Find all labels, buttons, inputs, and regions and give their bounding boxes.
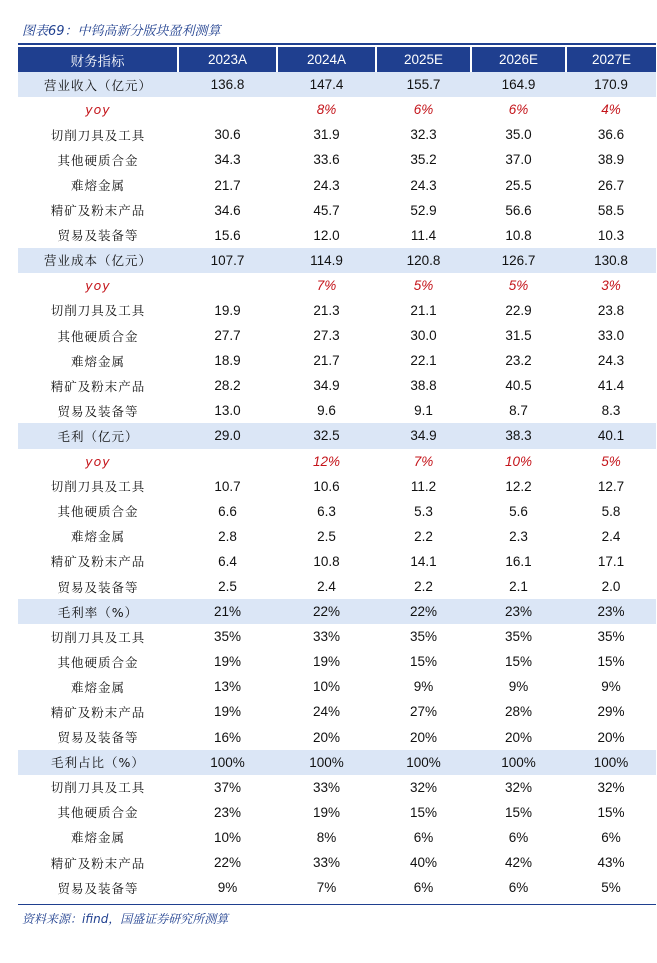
value-cell: 45.7 [313,202,340,218]
value-cell: 10.8 [505,227,532,243]
value-cell: 22% [213,855,242,871]
value-cell: 35.0 [505,127,532,143]
value-cell: 33.0 [597,328,625,344]
table-row [18,775,656,800]
value-cell: 16.1 [505,553,532,569]
value-cell: 20% [409,729,438,745]
value-cell: 5.3 [414,503,433,519]
value-cell: 15% [409,654,438,670]
row-label: 贸易及装备等 [57,880,139,896]
value-cell: 32% [504,779,533,795]
value-cell: 8.7 [509,403,528,419]
row-label: 精矿及粉末产品 [50,203,146,219]
value-cell: 21.7 [214,177,241,193]
table-row [18,624,656,649]
value-cell: 17.1 [597,553,625,569]
value-cell: 6% [413,829,434,845]
table-row [18,474,656,499]
value-cell: 9.6 [317,403,336,419]
value-cell: 33% [312,779,341,795]
value-cell: 8.3 [601,403,621,419]
value-cell: 33% [312,629,341,645]
value-cell: 11.2 [410,478,437,494]
value-cell: 5% [601,880,621,896]
value-cell: 13.0 [214,403,241,419]
value-cell: 2.5 [218,579,237,595]
value-cell: 2.4 [317,579,336,595]
header-cell-2023a: 2023A [178,47,277,72]
figure-title: 图表69：中钨高新分版块盈利测算 [22,24,221,39]
table-row [18,273,656,298]
row-label: 毛利占比（%） [18,750,178,775]
row-label: 贸易及装备等 [57,403,139,419]
value-cell: 38.3 [471,423,566,448]
value-cell: 32% [597,779,625,795]
table-row [18,398,656,423]
table-row [18,674,656,699]
value-cell: 5% [601,453,621,469]
value-cell: 27% [409,704,438,720]
value-cell: 155.7 [376,72,471,97]
value-cell: 20% [597,729,625,745]
value-cell: 12.2 [505,478,532,494]
value-cell: 15% [597,804,625,820]
value-cell: 8% [316,829,337,845]
value-cell: 5% [508,277,529,293]
row-label: 切削刀具及工具 [50,629,146,645]
value-cell: 10% [312,679,341,695]
source-note: 资料来源：ifind，国盛证券研究所测算 [22,912,229,926]
value-cell: 30.6 [214,127,241,143]
table-row [18,574,656,599]
value-cell: 28% [504,704,533,720]
table-row [18,198,656,223]
value-cell: 6% [508,880,529,896]
value-cell: 15.6 [214,227,241,243]
table-body [18,72,656,900]
row-label: 难熔金属 [70,353,125,369]
value-cell: 21.3 [313,302,340,318]
table-row [18,750,656,775]
table-row [18,499,656,524]
bottom-rule [18,904,656,905]
value-cell: 13% [213,679,242,695]
value-cell: 2.2 [414,579,433,595]
value-cell: 33% [312,855,341,871]
value-cell: 21.1 [410,302,437,318]
table-row [18,549,656,574]
value-cell: 19% [213,704,242,720]
value-cell: 34.9 [313,378,340,394]
value-cell: 9% [601,679,621,695]
value-cell: 6% [413,102,434,118]
value-cell: 9.1 [414,403,433,419]
table-row [18,649,656,674]
value-cell: 12.7 [597,478,625,494]
row-label: 毛利率（%） [18,599,178,624]
value-cell [178,449,277,474]
value-cell: 7% [316,277,337,293]
table-row [18,248,656,273]
value-cell: 170.9 [566,72,656,97]
table-row [18,172,656,197]
row-label: 贸易及装备等 [57,228,139,244]
top-rule [18,43,656,45]
value-cell: 8% [316,102,337,118]
table-row [18,800,656,825]
value-cell: 32.5 [277,423,376,448]
value-cell: 21% [178,599,277,624]
value-cell: 58.5 [597,202,625,218]
table-row [18,147,656,172]
value-cell: 23.8 [597,302,625,318]
value-cell: 32.3 [410,127,437,143]
row-label: 切削刀具及工具 [50,479,146,495]
table-row [18,449,656,474]
value-cell: 28.2 [214,378,241,394]
value-cell: 107.7 [178,248,277,273]
value-cell: 100% [471,750,566,775]
value-cell: 5% [413,277,434,293]
value-cell: 35% [504,629,533,645]
value-cell: 100% [277,750,376,775]
value-cell: 147.4 [277,72,376,97]
value-cell: 22% [277,599,376,624]
value-cell: 26.7 [597,177,625,193]
value-cell: 19% [213,654,242,670]
value-cell: 100% [178,750,277,775]
value-cell: 19% [312,804,341,820]
value-cell: 34.3 [214,152,241,168]
row-label: 毛利（亿元） [18,423,178,448]
row-label: 切削刀具及工具 [50,780,146,796]
row-label: 其他硬质合金 [57,152,139,168]
value-cell: 22.1 [410,353,437,369]
table-row [18,599,656,624]
value-cell: 24% [312,704,341,720]
table-row [18,850,656,875]
value-cell: 24.3 [313,177,340,193]
value-cell: 35.2 [410,152,437,168]
value-cell: 12% [312,453,341,469]
value-cell: 126.7 [471,248,566,273]
value-cell: 33.6 [313,152,340,168]
value-cell: 43% [597,855,625,871]
value-cell: 37% [213,779,242,795]
header-cell-metric: 财务指标 [18,47,178,72]
row-label: 营业成本（亿元） [18,248,178,273]
value-cell: 5.6 [509,503,528,519]
row-label: 精矿及粉末产品 [50,855,146,871]
value-cell: 23% [213,804,242,820]
value-cell: 52.9 [410,202,437,218]
value-cell: 31.5 [505,328,532,344]
value-cell: 20% [504,729,533,745]
value-cell: 24.3 [597,353,625,369]
value-cell: 6% [508,829,529,845]
value-cell: 7% [413,453,434,469]
value-cell [178,273,277,298]
row-label: 难熔金属 [70,529,125,545]
value-cell: 34.9 [376,423,471,448]
table-row [18,524,656,549]
row-label: 切削刀具及工具 [50,303,146,319]
value-cell: 32% [409,779,438,795]
row-label: 贸易及装备等 [57,579,139,595]
row-label: 其他硬质合金 [57,805,139,821]
value-cell: 56.6 [505,202,532,218]
value-cell: 22.9 [505,302,532,318]
value-cell: 9% [217,880,238,896]
value-cell: 15% [409,804,438,820]
value-cell: 6.4 [218,553,237,569]
value-cell: 136.8 [178,72,277,97]
value-cell: 27.7 [214,328,241,344]
value-cell: 2.2 [414,528,433,544]
value-cell: 38.8 [410,378,437,394]
value-cell: 6% [508,102,529,118]
value-cell: 30.0 [410,328,437,344]
value-cell: 20% [312,729,341,745]
value-cell: 12.0 [313,227,340,243]
value-cell: 14.1 [410,553,437,569]
value-cell: 35% [597,629,625,645]
value-cell: 114.9 [277,248,376,273]
row-label: yoy [85,102,111,118]
value-cell: 100% [376,750,471,775]
table-row [18,223,656,248]
row-label: 难熔金属 [70,830,125,846]
header-cell-2027e: 2027E [566,47,656,72]
value-cell: 100% [566,750,656,775]
row-label: 其他硬质合金 [57,654,139,670]
value-cell: 27.3 [313,328,340,344]
row-label: 贸易及装备等 [57,730,139,746]
value-cell: 29.0 [178,423,277,448]
row-label: 切削刀具及工具 [50,127,146,143]
value-cell: 10.3 [597,227,625,243]
financial-table [18,47,656,900]
value-cell: 6.3 [317,503,336,519]
table-row [18,122,656,147]
table-row [18,373,656,398]
value-cell: 2.3 [509,528,528,544]
value-cell: 2.1 [509,579,528,595]
value-cell: 34.6 [214,202,241,218]
value-cell: 23% [566,599,656,624]
value-cell: 29% [597,704,625,720]
value-cell: 21.7 [313,353,340,369]
value-cell: 3% [601,277,621,293]
value-cell: 6% [601,829,621,845]
value-cell: 19.9 [214,302,241,318]
value-cell: 40.1 [566,423,656,448]
value-cell: 23% [471,599,566,624]
value-cell: 2.5 [317,528,336,544]
row-label: 精矿及粉末产品 [50,554,146,570]
value-cell: 2.0 [601,579,621,595]
value-cell: 10% [504,453,533,469]
value-cell: 10.8 [313,553,340,569]
value-cell: 19% [312,654,341,670]
value-cell: 37.0 [505,152,532,168]
value-cell: 36.6 [597,127,625,143]
row-label: 营业收入（亿元） [18,72,178,97]
value-cell: 164.9 [471,72,566,97]
value-cell: 11.4 [410,227,437,243]
value-cell: 120.8 [376,248,471,273]
value-cell: 6.6 [218,503,237,519]
row-label: 精矿及粉末产品 [50,378,146,394]
value-cell: 42% [504,855,533,871]
value-cell: 9% [508,679,529,695]
value-cell: 23.2 [505,353,532,369]
table-row [18,725,656,750]
value-cell: 10.7 [214,478,241,494]
table-row [18,825,656,850]
value-cell: 10.6 [313,478,340,494]
value-cell: 40% [409,855,438,871]
row-label: 难熔金属 [70,679,125,695]
value-cell: 7% [316,880,337,896]
row-label: 其他硬质合金 [57,328,139,344]
row-label: 其他硬质合金 [57,504,139,520]
value-cell: 2.8 [218,528,237,544]
table-row [18,323,656,348]
value-cell: 24.3 [410,177,437,193]
value-cell: 9% [413,679,434,695]
value-cell: 25.5 [505,177,532,193]
table-row [18,72,656,97]
value-cell: 38.9 [597,152,625,168]
value-cell: 16% [213,729,242,745]
row-label: yoy [85,277,111,293]
table-row [18,97,656,122]
value-cell: 18.9 [214,353,241,369]
header-cell-2025e: 2025E [376,47,471,72]
value-cell: 40.5 [505,378,532,394]
table-row [18,699,656,724]
value-cell [178,97,277,122]
value-cell: 31.9 [313,127,340,143]
value-cell: 35% [409,629,438,645]
value-cell: 5.8 [601,503,621,519]
value-cell: 41.4 [597,378,625,394]
value-cell: 35% [213,629,242,645]
table-header-row [18,47,656,72]
table-row [18,875,656,900]
table-row [18,298,656,323]
value-cell: 15% [504,804,533,820]
value-cell: 22% [376,599,471,624]
value-cell: 4% [601,102,621,118]
value-cell: 15% [504,654,533,670]
header-cell-2024a: 2024A [277,47,376,72]
value-cell: 6% [413,880,434,896]
row-label: yoy [85,453,111,469]
value-cell: 130.8 [566,248,656,273]
table-row [18,423,656,448]
table-row [18,348,656,373]
header-cell-2026e: 2026E [471,47,566,72]
row-label: 精矿及粉末产品 [50,704,146,720]
value-cell: 15% [597,654,625,670]
value-cell: 2.4 [601,528,621,544]
value-cell: 10% [213,829,242,845]
row-label: 难熔金属 [70,178,125,194]
